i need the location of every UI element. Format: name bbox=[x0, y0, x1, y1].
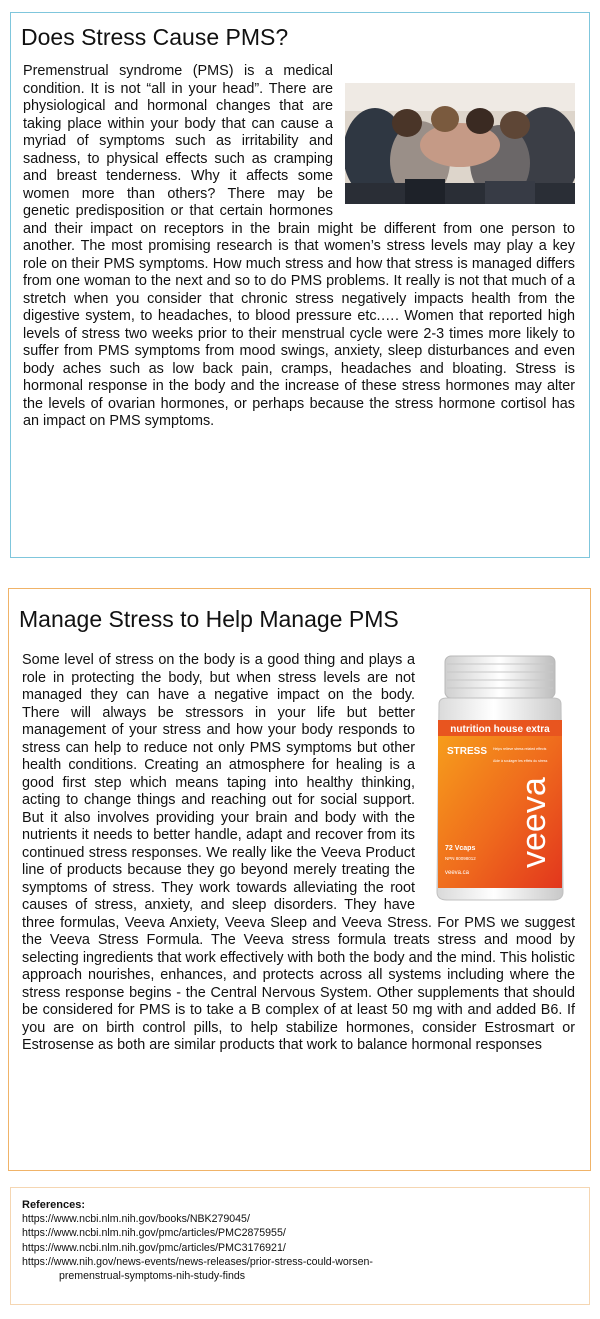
reference-link[interactable]: https://www.ncbi.nlm.nih.gov/books/NBK279045/ bbox=[22, 1213, 250, 1226]
veeva-stress-bottle bbox=[425, 654, 575, 904]
section-body bbox=[22, 652, 575, 1055]
reference-link[interactable]: https://www.nih.gov/news-events/news-releases/prior-stress-could-worsen- bbox=[22, 1255, 373, 1268]
section-title: Manage Stress to Help Manage PMS bbox=[19, 606, 399, 632]
section-stress-cause-pms bbox=[10, 12, 590, 558]
reference-link-continued[interactable]: premenstrual-symptoms-nih-study-finds bbox=[59, 1270, 246, 1283]
reference-link[interactable]: https://www.ncbi.nlm.nih.gov/pmc/articles/PMC2875955/ bbox=[22, 1227, 286, 1240]
references bbox=[22, 1198, 582, 1283]
product-tagline-fr: Aide à soulager les effets du stress bbox=[493, 759, 548, 763]
product-bottle-image bbox=[425, 654, 575, 904]
section-manage-stress bbox=[8, 588, 591, 1171]
section-body-text: Premenstrual syndrome (PMS) is a medical condition. It is not “all in your head”. There are physiological and hormonal changes that are taking place within your body that can cause a myriad of symptoms such as irritability and sadness, to physical effects such as cramping and breast tenderness. Why it affects some women more than others? There may be genetic predisposition or that certain hormones and their impact on receptors in the brain might be different from one person to another. The most promising research is that women’s stress levels may play a key role on their PMS symptoms. How much stress and how that stress is managed differs from one woman to the next and so to do PMS problems. It really is not that much of a stretch when you consider that chronic stress negatively impacts health from the digestive system, to headaches, to blood pressure etc.…. Women that reported high levels of stress two weeks prior to their menstrual cycle were 2-3 times more likely to suffer from PMS symptoms from mood swings, anxiety, sleep disturbances and even body aches such as low back pain, cramps, headaches and bloating. Stress is hormonal response in the body and the increase of these stress hormones may alter the levels of ovarian hormones, or perhaps because the stress hormone cortisol has an impact on PMS symptoms. bbox=[23, 63, 575, 429]
section-title: Does Stress Cause PMS? bbox=[21, 24, 289, 50]
product-tagline-en: Helps relieve stress related effects bbox=[493, 747, 547, 751]
references-title: References: bbox=[22, 1199, 85, 1211]
product-label: STRESS bbox=[447, 746, 488, 757]
product-site: veeva.ca bbox=[445, 870, 470, 876]
reference-link[interactable]: https://www.ncbi.nlm.nih.gov/pmc/articles/PMC3176921/ bbox=[22, 1241, 286, 1254]
section-body-text: Some level of stress on the body is a good thing and plays a role in protecting the body, but when stress levels are not managed they can have a negative impact on the body. There will always be stressors in your life but better management of your stress and how your body responds to stress can help to reduce not only PMS symptoms but other health conditions. Creating an atmosphere for healing is a good first step which means taping into healthy thinking, acting to change things and reaching out for social support. But it also involves providing your brain and body with the nutrients it needs to better handle, adapt and recover from its continued stress responses. We really like the Veeva Product line of products because they go beyond merely treating the symptoms of stress. They work towards alleviating the root causes of stress, anxiety, and sleep disorders. They have three formulas, Veeva Anxiety, Veeva Sleep and Veeva Stress. For PMS we suggest the Veeva Stress Formula. The Veeva stress formula treats stress and mood by selecting ingredients that work effectively with both the body and the mind. This holistic approach nourishes, enhances, and protects across all systems including where the stress response begins - the Central Nervous System. Other supplements that should be considered for PMS is to take a B complex of at least 50 mg with and added B6. If you are on birth control pills, to help stabilize hormones, consider Estrosmart or Estrosense as both are similar products that work to balance hormonal responses bbox=[22, 652, 575, 1053]
section-body bbox=[23, 63, 575, 431]
group-hug-image bbox=[345, 83, 575, 204]
group-hug-photo bbox=[345, 83, 575, 204]
product-name: veeva bbox=[515, 777, 553, 868]
product-npn: NPN 80098012 bbox=[445, 856, 476, 861]
product-brand: nutrition house extra bbox=[450, 724, 550, 735]
references-box bbox=[10, 1187, 590, 1305]
product-count: 72 Vcaps bbox=[445, 845, 476, 852]
